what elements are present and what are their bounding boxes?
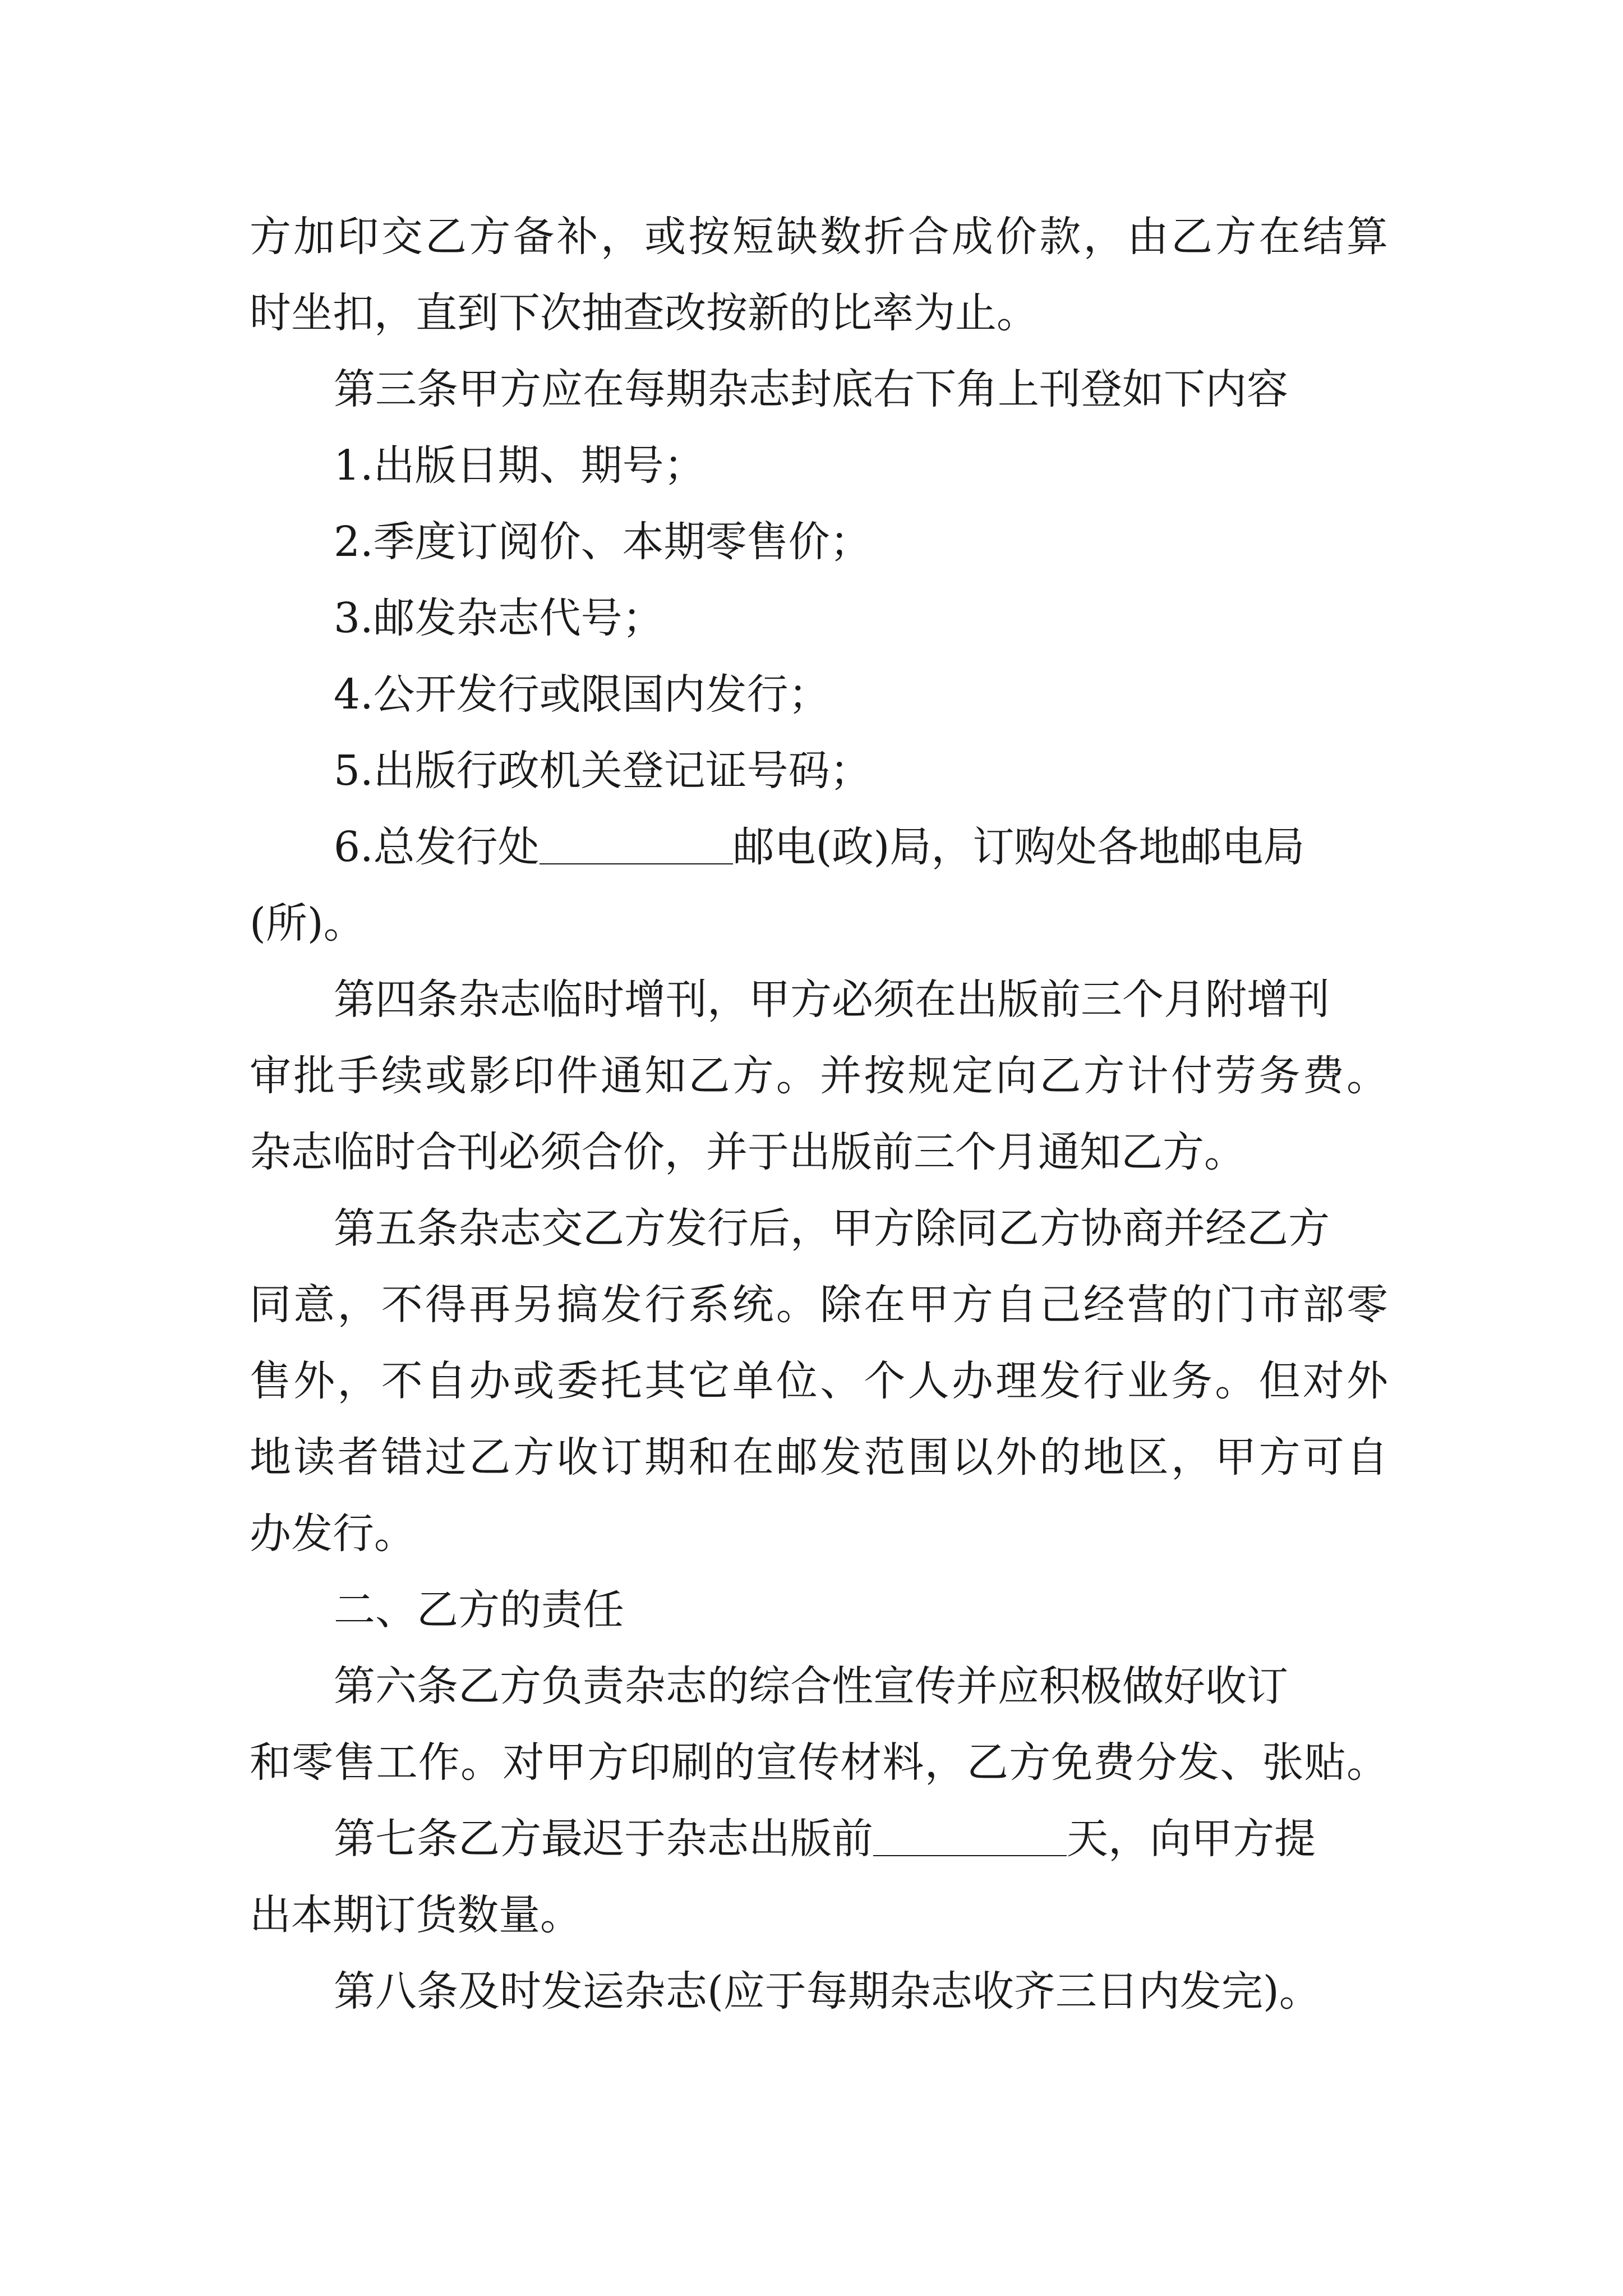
fill-in-blank [873, 1816, 1067, 1856]
section-heading-party-b: 二、乙方的责任 [334, 1586, 624, 1634]
paragraph-line: 方加印交乙方备补，或按短缺数折合成价款，由乙方在结算 [250, 213, 1388, 261]
article-8-line: 第八条及时发运杂志(应于每期杂志收齐三日内发完)。 [334, 1967, 1321, 2016]
list-item-1: 1.出版日期、期号； [334, 441, 706, 490]
paragraph-line: 办发行。 [250, 1510, 416, 1558]
article-4-line: 第四条杂志临时增刊，甲方必须在出版前三个月附增刊 [334, 976, 1330, 1024]
article-7-line [334, 1808, 1388, 1870]
list-item-2: 2.季度订阅价、本期零售价； [334, 518, 872, 566]
list-item-6 [334, 816, 1388, 878]
article-3-heading-line: 第三条甲方应在每期杂志封底右下角上刊登如下内容 [334, 365, 1288, 413]
article-7-before-blank: 第七条乙方最迟于杂志出版前 [334, 1815, 873, 1863]
article-6-line: 第六条乙方负责杂志的综合性宣传并应积极做好收订 [334, 1662, 1288, 1710]
list-item-6-after-blank: 邮电(政)局，订购处各地邮电局 [732, 823, 1305, 871]
paragraph-line: 售外，不自办或委托其它单位、个人办理发行业务。但对外 [250, 1357, 1388, 1405]
list-item-3: 3.邮发杂志代号； [334, 594, 664, 642]
paragraph-line: 和零售工作。对甲方印刷的宣传材料，乙方免费分发、张贴。 [250, 1738, 1388, 1787]
paragraph-line: 杂志临时合刊必须合价，并于出版前三个月通知乙方。 [250, 1128, 1246, 1176]
list-item-4: 4.公开发行或限国内发行； [334, 670, 830, 719]
article-7-after-blank: 天，向甲方提 [1067, 1815, 1316, 1863]
paragraph-line: 时坐扣，直到下次抽查改按新的比率为止。 [250, 289, 1038, 337]
paragraph-line: 审批手续或影印件通知乙方。并按规定向乙方计付劳务费。 [250, 1052, 1388, 1100]
list-item-6-before-blank: 6.总发行处 [334, 823, 540, 871]
paragraph-line: 地读者错过乙方收订期和在邮发范围以外的地区，甲方可自 [250, 1433, 1388, 1481]
paragraph-line: 出本期订货数量。 [250, 1891, 582, 1939]
paragraph-line: 同意，不得再另搞发行系统。除在甲方自己经营的门市部零 [250, 1281, 1388, 1329]
list-item-5: 5.出版行政机关登记证号码； [334, 747, 872, 795]
article-5-line: 第五条杂志交乙方发行后，甲方除同乙方协商并经乙方 [334, 1204, 1330, 1253]
paragraph-line: (所)。 [250, 899, 365, 947]
fill-in-blank [540, 824, 733, 864]
